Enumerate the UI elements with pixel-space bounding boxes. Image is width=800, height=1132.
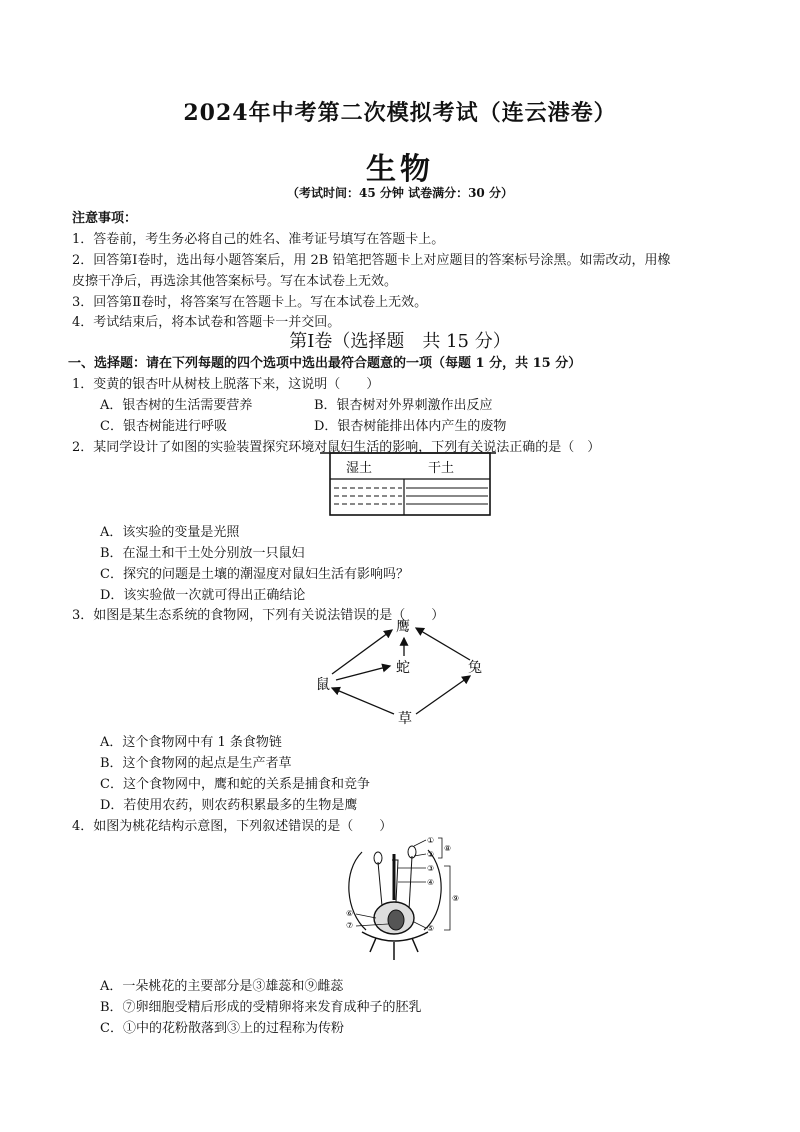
q1-option-b: B．银杏树对外界刺激作出反应: [314, 398, 493, 413]
q3-option-b: B．这个食物网的起点是生产者草: [100, 756, 292, 771]
node-rabbit: 兔: [468, 660, 482, 676]
label-1: ①: [427, 836, 435, 845]
leader-line: [356, 914, 376, 918]
leader-line: [414, 840, 426, 846]
label-4: ④: [427, 878, 435, 887]
label-8: ⑧: [444, 844, 452, 853]
arrow-grass-mouse: [332, 688, 394, 714]
node-snake: 蛇: [396, 660, 410, 676]
label-7: ⑦: [346, 921, 354, 930]
bracket-stamen: [438, 838, 442, 858]
q1-stem: 1．变黄的银杏叶从树枝上脱落下来，这说明（ ）: [72, 377, 380, 392]
label-9: ⑨: [452, 894, 460, 903]
note-item: 皮擦干净后，再选涂其他答案标号。写在本试卷上无效。: [72, 274, 398, 289]
q3-stem: 3．如图是某生态系统的食物网，下列有关说法错误的是（ ）: [72, 608, 445, 623]
subject-title: 生物: [366, 152, 434, 187]
q1-option-c: C．银杏树能进行呼吸: [100, 419, 227, 434]
food-web-svg: [310, 616, 500, 726]
note-item: 2．回答第Ⅰ卷时，选出每小题答案后，用 2B 铅笔把答题卡上对应题目的答案标号涂黑。如需改动，用橡: [72, 253, 671, 268]
ovule: [388, 910, 404, 930]
note-item: 3．回答第Ⅱ卷时，将答案写在答题卡上。写在本试卷上无效。: [72, 295, 428, 310]
q4-stem: 4．如图为桃花结构示意图，下列叙述错误的是（ ）: [72, 819, 393, 834]
node-eagle: 鹰: [396, 619, 410, 635]
part1-title: 第Ⅰ卷（选择题 共 15 分）: [289, 331, 511, 352]
woodlouse-experiment-diagram: [318, 450, 498, 520]
q2-stem: 2．某同学设计了如图的实验装置探究环境对鼠妇生活的影响，下列有关说法正确的是（ ）: [72, 440, 601, 455]
q2-option-b: B．在湿土和干土处分别放一只鼠妇: [100, 546, 305, 561]
node-mouse: 鼠: [316, 677, 330, 693]
node-grass: 草: [398, 711, 412, 726]
label-5: ⑤: [427, 924, 435, 933]
q3-option-c: C．这个食物网中，鹰和蛇的关系是捕食和竞争: [100, 777, 370, 792]
note-item: 1．答卷前，考生务必将自己的姓名、准考证号填写在答题卡上。: [72, 232, 445, 247]
label-wet-soil: 湿土: [346, 461, 373, 476]
q4-option-a: A．一朵桃花的主要部分是③雄蕊和⑨雌蕊: [100, 979, 344, 994]
q1-option-a: A．银杏树的生活需要营养: [100, 398, 253, 413]
arrow-rabbit-eagle: [416, 628, 470, 660]
notes-heading: 注意事项：: [72, 211, 138, 226]
q4-option-b: B．⑦卵细胞受精后形成的受精卵将来发育成种子的胚乳: [100, 1000, 422, 1015]
food-web-diagram: [310, 616, 500, 726]
q2-option-d: D．该实验做一次就可得出正确结论: [100, 588, 306, 603]
label-2: ②: [427, 850, 435, 859]
q2-option-a: A．该实验的变量是光照: [100, 525, 240, 540]
label-dry-soil: 干土: [428, 461, 455, 476]
q1-option-d: D．银杏树能排出体内产生的废物: [314, 419, 507, 434]
q3-option-d: D．若使用农药，则农药积累最多的生物是鹰: [100, 798, 358, 813]
section-heading: 一、选择题：请在下列每题的四个选项中选出最符合题意的一项（每题 1 分，共 15 分）: [68, 356, 582, 371]
flower-structure-svg: [332, 832, 472, 962]
exam-info: （考试时间：45 分钟 试卷满分：30 分）: [287, 186, 513, 200]
bracket-pistil: [444, 866, 450, 930]
q3-option-a: A．这个食物网中有 1 条食物链: [100, 735, 282, 750]
arrow-grass-rabbit: [416, 676, 470, 714]
q4-option-c: C．①中的花粉散落到③上的过程称为传粉: [100, 1021, 344, 1036]
arrow-mouse-snake: [336, 666, 390, 680]
petal-right: [424, 850, 441, 930]
label-3: ③: [427, 864, 435, 873]
exam-title: 2024年中考第二次模拟考试（连云港卷）: [183, 100, 617, 126]
petal-left: [349, 852, 366, 930]
experiment-box-svg: [318, 450, 498, 520]
label-6: ⑥: [346, 909, 354, 918]
leader-line: [414, 922, 426, 928]
q2-option-c: C．探究的问题是土壤的潮湿度对鼠妇生活有影响吗？: [100, 567, 409, 582]
peach-flower-diagram: [332, 832, 472, 962]
note-item: 4．考试结束后，将本试卷和答题卡一并交回。: [72, 315, 341, 330]
